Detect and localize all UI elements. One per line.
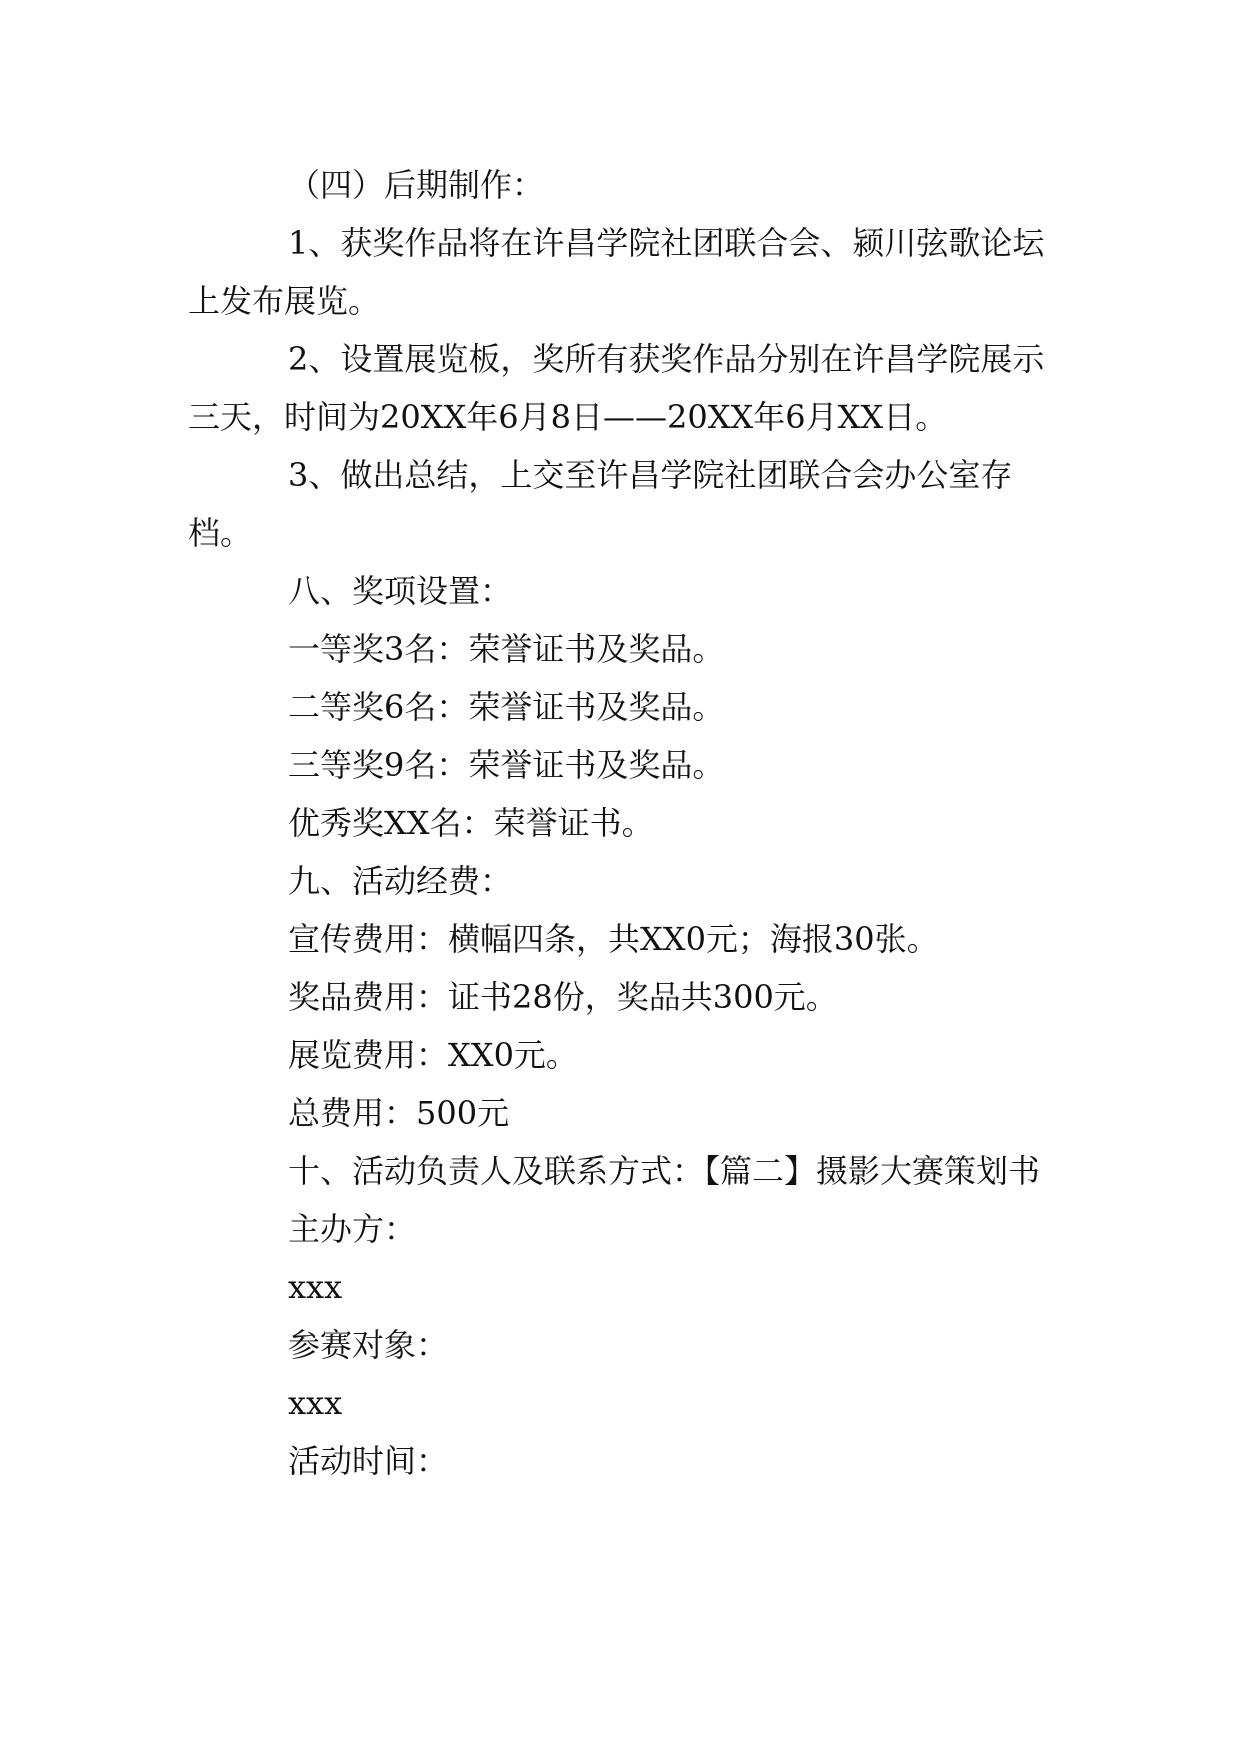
budget-publicity: 宣传费用：横幅四条，共XX0元；海报30张。: [288, 920, 939, 958]
budget-total: 总费用：500元: [288, 1094, 510, 1132]
award-excellence-prize: 优秀奖XX名：荣誉证书。: [288, 804, 654, 842]
award-third-prize: 三等奖9名：荣誉证书及奖品。: [288, 746, 725, 784]
paragraph-item-2: 2、设置展览板，奖所有获奖作品分别在许昌学院展示三天，时间为20XX年6月8日——20XX年6月XX日。: [188, 340, 1045, 436]
document-body: [188, 156, 1050, 1490]
section-heading-budget: 九、活动经费：: [288, 862, 513, 900]
section-heading-awards: 八、奖项设置：: [288, 572, 513, 610]
budget-exhibition: 展览费用：XX0元。: [288, 1036, 578, 1074]
section-heading-post-production: （四）后期制作：: [288, 166, 545, 204]
paragraph-item-1: 1、获奖作品将在许昌学院社团联合会、颍川弦歌论坛上发布展览。: [188, 224, 1045, 320]
organizer-value: xxx: [288, 1268, 343, 1306]
participants-label: 参赛对象：: [288, 1326, 449, 1364]
organizer-label: 主办方：: [288, 1210, 417, 1248]
award-first-prize: 一等奖3名：荣誉证书及奖品。: [288, 630, 725, 668]
section-heading-contact: 十、活动负责人及联系方式：【篇二】摄影大赛策划书: [288, 1152, 1041, 1190]
budget-prizes: 奖品费用：证书28份，奖品共300元。: [288, 978, 838, 1016]
activity-time-label: 活动时间：: [288, 1442, 449, 1480]
participants-value: xxx: [288, 1384, 343, 1422]
paragraph-item-3: 3、做出总结，上交至许昌学院社团联合会办公室存档。: [188, 456, 1013, 552]
award-second-prize: 二等奖6名：荣誉证书及奖品。: [288, 688, 725, 726]
